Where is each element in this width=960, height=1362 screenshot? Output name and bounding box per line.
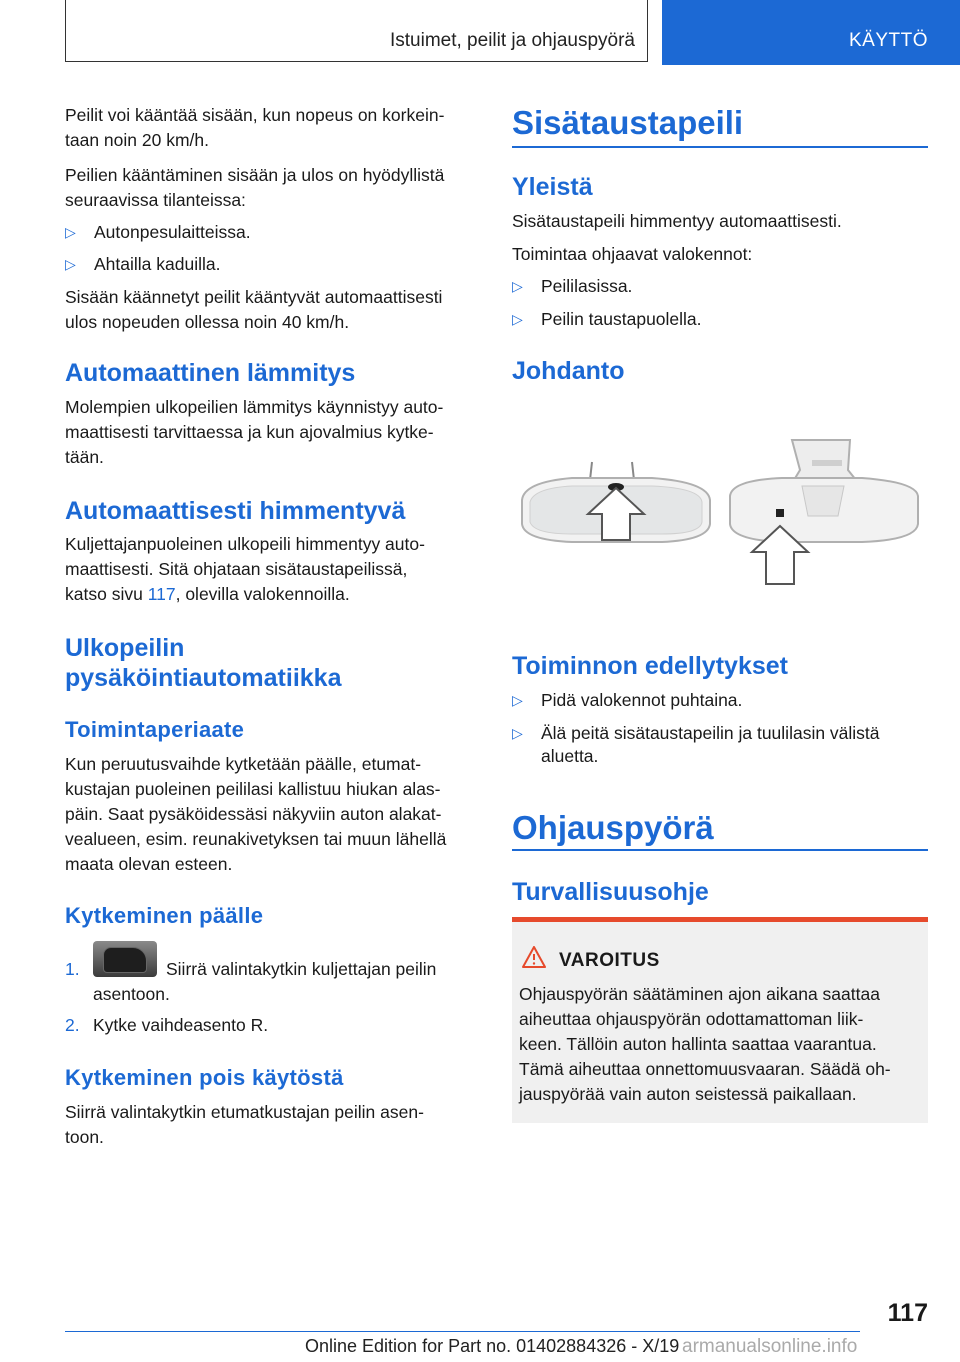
warning-title: VAROITUS (559, 950, 660, 971)
paragraph: Sisätaustapeili himmentyy automaattisesti. (512, 211, 842, 231)
watermark: armanualsonline.info (682, 1336, 858, 1357)
list-item-continuation: aluetta. (541, 746, 599, 766)
step-text: asentoon. (93, 984, 170, 1004)
triangle-bullet-icon: ▷ (512, 692, 523, 708)
paragraph: Molempien ulkopeilien lämmitys käynnistyy auto- maattisesti tarvittaessa ja kun ajovalmius kytke- tään. (65, 397, 444, 467)
warning-text: Ohjauspyörän säätäminen ajon aikana saattaa aiheuttaa ohjauspyörän odottamattoman liik- keen. Tällöin auton hallinta saattaa vaarantua. Tämä aiheuttaa onnettomuusvaaran. Säädä oh- jauspyörää vain auton seistessä paikallaan. (519, 984, 891, 1104)
paragraph: Kuljettajanpuoleinen ulkopeili himmentyy auto- maattisesti. Sitä ohjataan sisätaustapeilissä, katso sivu 117, olevilla valokennoilla. (65, 534, 425, 604)
warning-triangle-icon (522, 946, 546, 968)
heading-safety: Turvallisuusohje (512, 878, 709, 906)
paragraph: Peilien kääntäminen sisään ja ulos on hyödyllistä seuraavissa tilanteissa: (65, 165, 445, 210)
heading-rule (512, 146, 928, 148)
footer-rule (65, 1331, 860, 1332)
triangle-bullet-icon: ▷ (65, 256, 76, 272)
heading-mirror: Sisätaustapeili (512, 104, 744, 141)
step-number: 2. (65, 1015, 80, 1035)
triangle-bullet-icon: ▷ (512, 725, 523, 741)
paragraph: Toimintaa ohjaavat valokennot: (512, 244, 753, 264)
heading-rule (512, 849, 928, 851)
heading-steering-wheel: Ohjauspyörä (512, 809, 714, 846)
triangle-bullet-icon: ▷ (512, 311, 523, 327)
footer-edition: Online Edition for Part no. 01402884326 - X/19 (305, 1336, 680, 1356)
heading-principle: Toimintaperiaate (65, 717, 245, 742)
heading-dimming: Automaattisesti himmentyvä (65, 497, 406, 525)
heading-parking: Ulkopeilin pysäköintiautomatiikka (65, 634, 342, 692)
heading-conditions: Toiminnon edellytykset (512, 652, 788, 680)
triangle-bullet-icon: ▷ (512, 278, 523, 294)
paragraph: Kun peruutusvaihde kytketään päälle, etumat- kustajan puoleinen peililasi kallistuu hiukan alas- päin. Saat pysäköidessäsi näkyviin auton alakat- vealueen, esim. reunakivetyksen tai muun lähellä maata olevan esteen. (65, 754, 447, 874)
step-text: Siirrä valintakytkin kuljettajan peilin (166, 959, 437, 979)
chapter-tab[interactable] (662, 0, 960, 65)
heading-intro: Johdanto (512, 357, 625, 385)
chapter-tab-label: KÄYTTÖ (848, 30, 928, 51)
heading-switch-off: Kytkeminen pois käytöstä (65, 1065, 344, 1090)
heading-heating: Automaattinen lämmitys (65, 359, 356, 387)
page-number: 117 (887, 1299, 928, 1327)
step-text: Kytke vaihdeasento R. (93, 1015, 269, 1035)
paragraph: Sisään käännetyt peilit kääntyvät automaattisesti ulos nopeuden ollessa noin 40 km/h. (65, 287, 443, 332)
heading-general: Yleistä (512, 173, 593, 201)
step-number: 1. (65, 959, 80, 979)
heading-switch-on: Kytkeminen päälle (65, 903, 264, 928)
warning-box (512, 917, 928, 1123)
triangle-bullet-icon: ▷ (65, 224, 76, 240)
page-link[interactable]: 117 (147, 584, 176, 604)
header-box (65, 0, 648, 62)
paragraph: Siirrä valintakytkin etumatkustajan peilin asen- toon. (65, 1102, 424, 1147)
mirror-switch-icon (93, 941, 157, 977)
rearview-mirror-illustration (512, 430, 928, 610)
paragraph: Peilit voi kääntää sisään, kun nopeus on korkein- taan noin 20 km/h. (65, 105, 445, 150)
section-title: Istuimet, peilit ja ohjauspyörä (389, 30, 635, 51)
